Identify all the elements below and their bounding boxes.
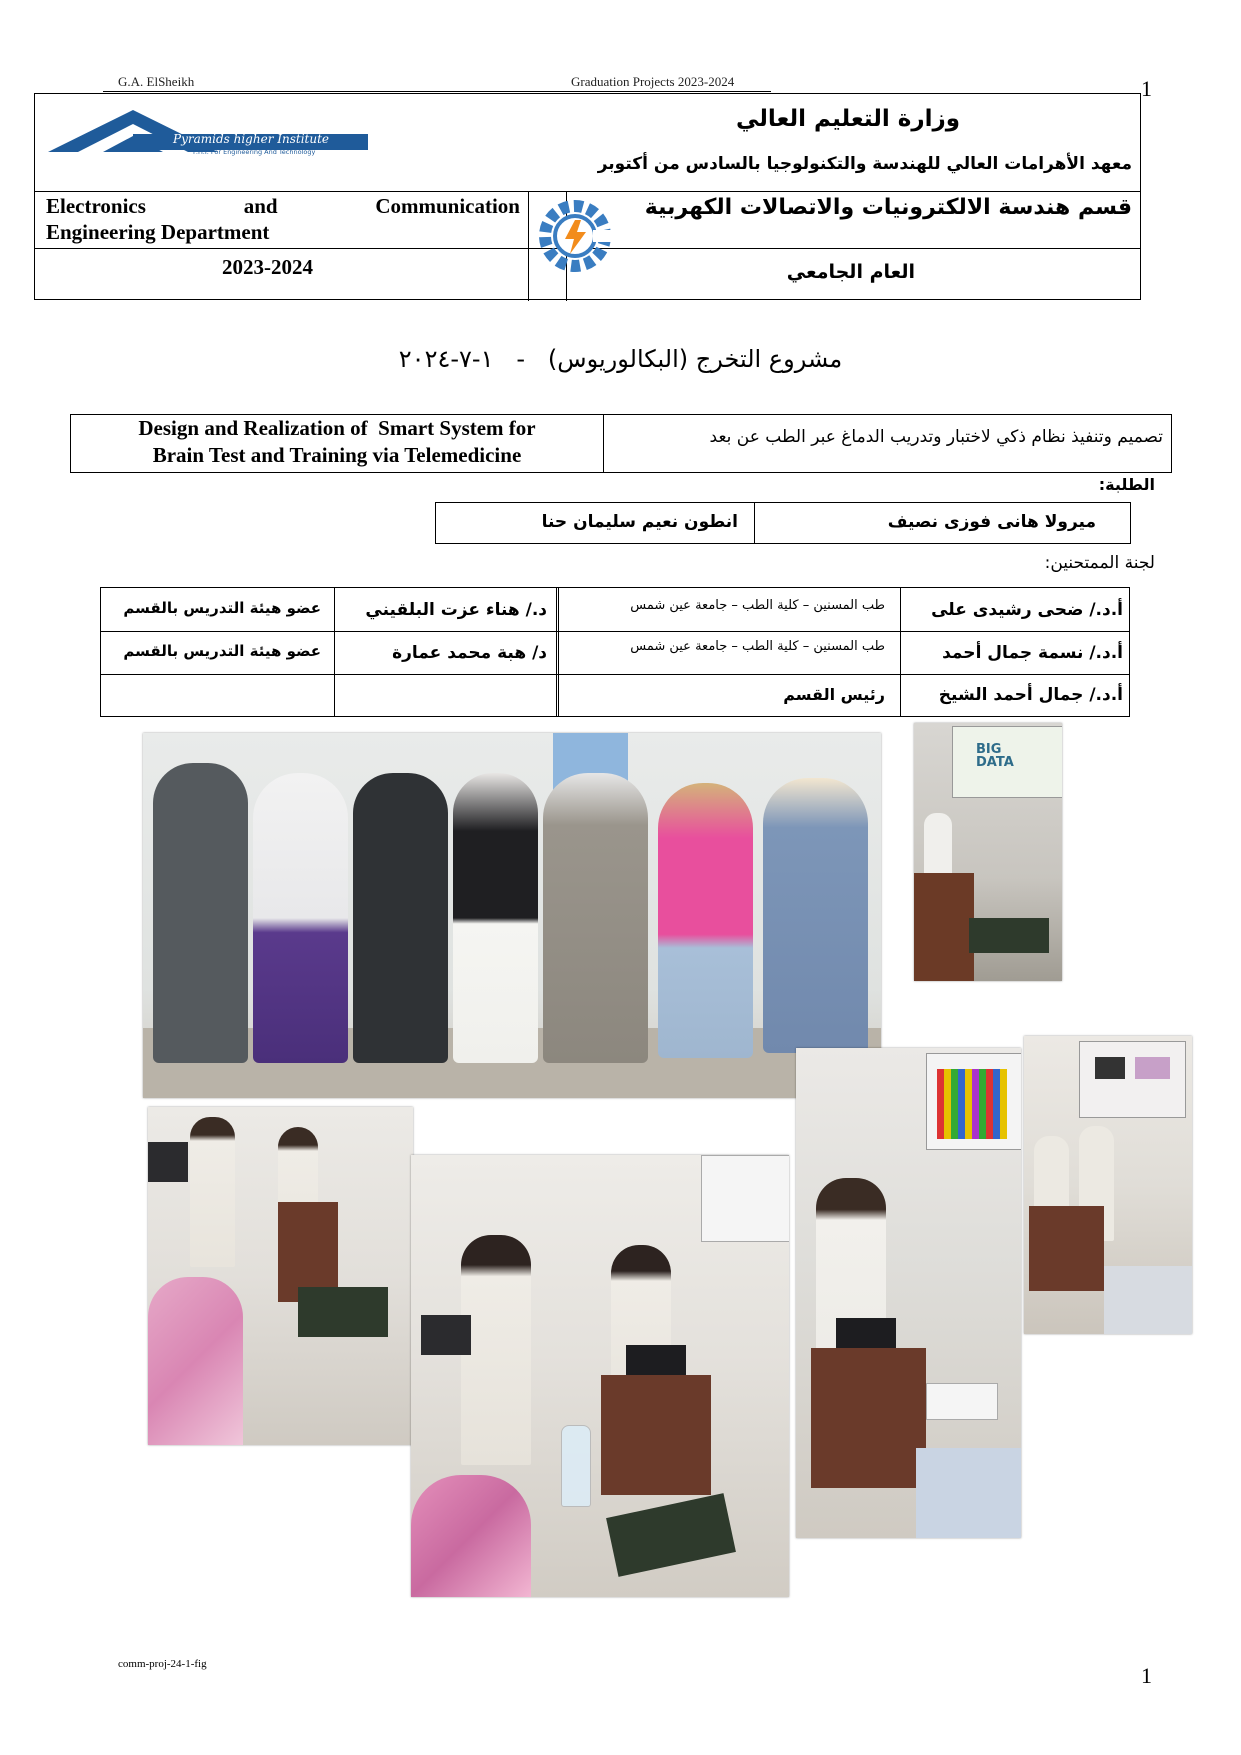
table-book xyxy=(969,918,1049,953)
presenter-center-1 xyxy=(461,1235,531,1465)
examiner-1-affiliation: طب المسنين – كلية الطب – جامعة عين شمس xyxy=(630,598,885,613)
header-vdivider-1 xyxy=(528,191,529,301)
institute-logo xyxy=(43,106,373,156)
small-screen xyxy=(1079,1041,1186,1118)
examiner-3-name: أ.د./ جمال أحمد الشيخ xyxy=(938,685,1123,705)
student-name-2: انطون نعيم سليمان حنا xyxy=(541,512,738,532)
examiner-2-colleague-name: د/ هبة محمد عمارة xyxy=(392,643,547,663)
project-title-ar: تصميم وتنفيذ نظام ذكي لاختبار وتدريب الدماغ عبر الطب عن بعد xyxy=(709,427,1163,447)
ministry-name: وزارة التعليم العالي xyxy=(735,106,960,132)
department-en-line1: Electronics and Communication xyxy=(46,194,520,218)
table-small xyxy=(1104,1266,1192,1334)
footer-page-number: 1 xyxy=(1141,1663,1152,1688)
committee-vline-3 xyxy=(900,588,901,716)
examiner-1-colleague-name: د./ هناء عزت البلقيني xyxy=(365,600,547,620)
person-3 xyxy=(353,773,448,1063)
project-heading: مشروع التخرج (البكالوريوس) - ١-٧-٢٠٢٤ xyxy=(398,345,843,373)
institution-header-box xyxy=(34,93,1141,300)
project-title-box xyxy=(70,414,1172,473)
project-title-divider xyxy=(603,415,604,472)
presentation-photo-left-small xyxy=(148,1107,413,1445)
students-box xyxy=(435,502,1131,544)
examiner-2-name: أ.د./ نسمة جمال أحمد xyxy=(942,643,1123,663)
academic-year: 2023-2024 xyxy=(222,255,313,279)
examiner-2-affiliation: طب المسنين – كلية الطب – جامعة عين شمس xyxy=(630,639,885,654)
podium-center xyxy=(601,1375,711,1495)
department-en-line2: Engineering Department xyxy=(46,220,270,244)
header-rule xyxy=(103,91,771,92)
monitor-center xyxy=(421,1315,471,1355)
committee-hline-2 xyxy=(101,674,1129,675)
person-7 xyxy=(763,778,868,1053)
running-header-title: Graduation Projects 2023-2024 xyxy=(571,74,735,89)
examiner-2-colleague-role: عضو هيئة التدريس بالقسم xyxy=(123,642,321,660)
presenter-left-1 xyxy=(190,1117,235,1267)
podium-small xyxy=(1029,1206,1104,1291)
book-left xyxy=(298,1287,388,1337)
water-bottle xyxy=(561,1425,591,1507)
footer-code: comm-proj-24-1-fig xyxy=(118,1658,207,1670)
person-6 xyxy=(658,783,753,1058)
presentation-photo-center xyxy=(411,1155,789,1597)
project-title-en-line1: Design and Realization of Smart System for xyxy=(138,416,536,440)
department-ar: قسم هندسة الالكترونيات والاتصالات الكهربية xyxy=(644,195,1132,220)
person-5 xyxy=(543,773,648,1063)
hijab-examiner-center xyxy=(411,1475,531,1597)
screen-center xyxy=(701,1155,789,1242)
person-2 xyxy=(253,773,348,1063)
pc-monitor xyxy=(148,1142,188,1182)
committee-vline-1 xyxy=(334,588,335,716)
big-data-slide-text: BIG DATA xyxy=(976,742,1014,770)
running-header-author: G.A. ElSheikh xyxy=(118,74,195,89)
institute-name: معهد الأهرامات العالي للهندسة والتكنولوجيا بالسادس من أكتوبر xyxy=(597,154,1132,174)
hand-on-case xyxy=(916,1448,1021,1538)
project-title-en-line2: Brain Test and Training via Telemedicine xyxy=(152,443,522,467)
students-label: الطلبة: xyxy=(1098,475,1155,494)
logo-text-main: Pyramids higher Institute xyxy=(173,132,330,146)
student-name-1: ميرولا هانى فوزى نصيف xyxy=(887,512,1096,532)
chart-screen xyxy=(926,1053,1021,1150)
person-4 xyxy=(453,773,538,1063)
project-title-en xyxy=(71,415,603,472)
running-header-page-number: 1 xyxy=(1141,76,1152,101)
committee-label: لجنة الممتحنين: xyxy=(1044,553,1155,573)
person-1 xyxy=(153,763,248,1063)
committee-table xyxy=(100,587,1130,717)
podium-right xyxy=(811,1348,926,1488)
examiner-1-colleague-role: عضو هيئة التدريس بالقسم xyxy=(123,599,321,617)
examiner-3-role: رئيس القسم xyxy=(783,685,885,704)
examiner-1-name: أ.د./ ضحى رشيدى على xyxy=(931,600,1123,620)
projector-right xyxy=(926,1383,998,1420)
department-en xyxy=(46,193,520,245)
book-center xyxy=(606,1493,736,1577)
students-divider xyxy=(754,503,755,543)
podium xyxy=(914,873,974,981)
group-photo xyxy=(143,733,881,1098)
academic-year-label: العام الجامعي xyxy=(786,261,915,283)
hijab-examiner xyxy=(148,1277,243,1445)
committee-hline-1 xyxy=(101,631,1129,632)
presentation-photo-right-small xyxy=(1024,1036,1192,1334)
committee-vline-2 xyxy=(556,588,559,716)
presentation-photo-right-large xyxy=(796,1048,1021,1538)
presentation-photo-big-data xyxy=(914,723,1062,981)
logo-text-sub: P.H.I. For Engineering And Technology xyxy=(193,148,316,156)
department-emblem xyxy=(531,192,619,280)
